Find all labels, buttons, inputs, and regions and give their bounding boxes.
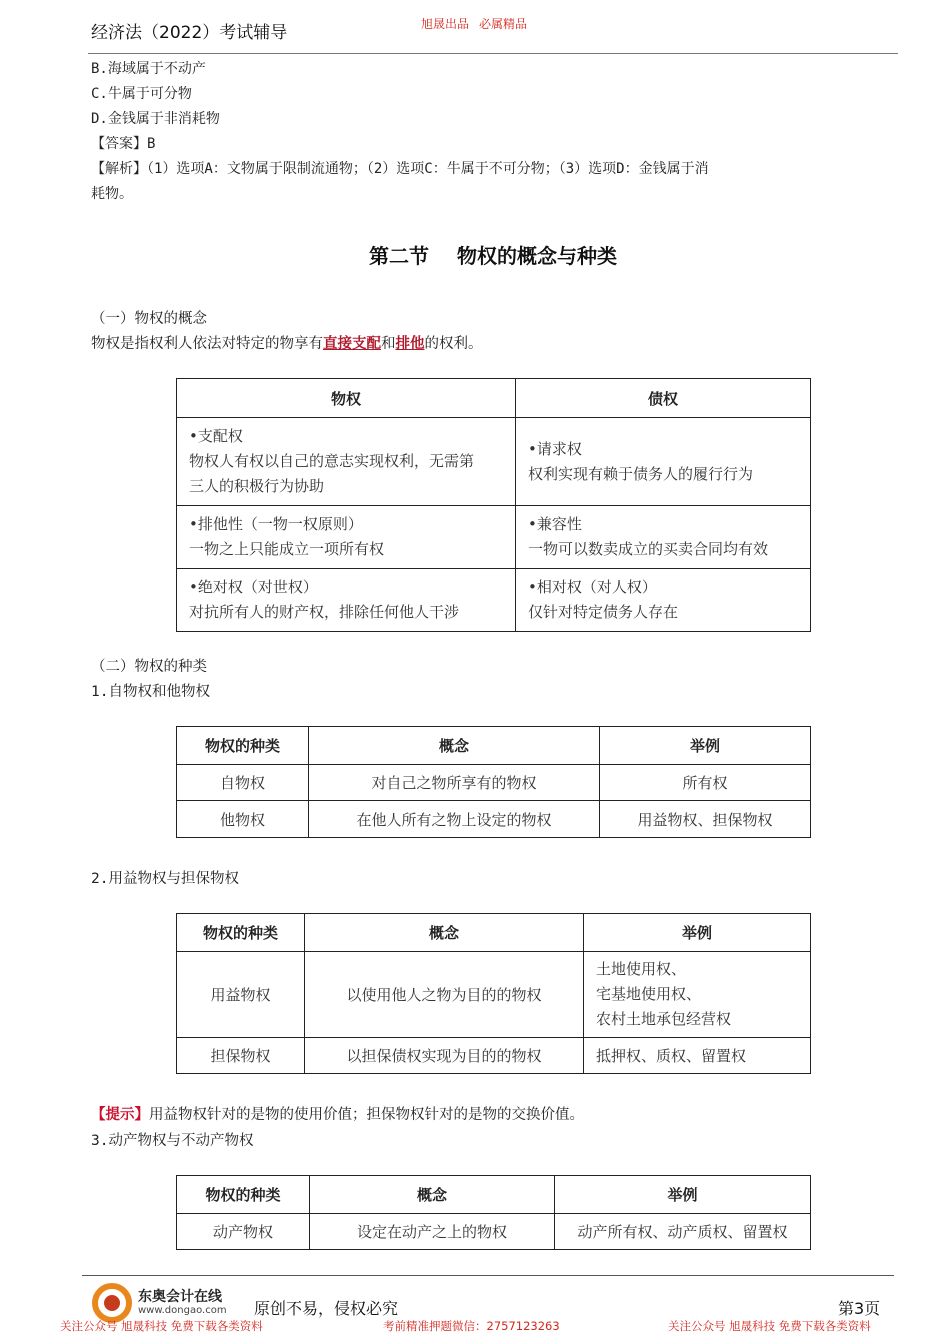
document-header-title: 经济法（2022）考试辅导 [91,23,288,43]
table-row [177,1214,811,1250]
answer-line: 【答案】B [91,136,156,152]
definition-text: 和 [381,336,396,352]
movable-property-table [176,1175,811,1250]
cell-title: •排他性（一物一权原则） [189,515,363,533]
table-row [177,418,811,506]
table-cell: 他物权 [177,801,309,838]
header-property-right: 物权 [177,379,516,418]
table-cell: 以使用他人之物为目的的物权 [305,952,584,1038]
tip-line [91,1103,584,1124]
table-cell: 所有权 [600,765,811,801]
cell-title: •相对权（对人权） [528,578,657,596]
table-header-row [177,727,811,765]
table-row [177,1038,811,1074]
table-row [177,506,811,569]
example-line: 土地使用权、 [596,960,687,978]
table-cell [177,418,516,506]
header-divider [88,53,898,54]
table-cell: 抵押权、质权、留置权 [584,1038,811,1074]
footer-note-right: 关注公众号 旭晟科技 免费下载各类资料 [668,1319,871,1333]
option-b: B.海域属于不动产 [91,61,206,77]
example-line: 宅基地使用权、 [596,985,702,1003]
header-example: 举例 [600,727,811,765]
header-type: 物权的种类 [177,914,305,952]
table-cell [516,506,811,569]
example-line: 农村土地承包经营权 [596,1010,732,1028]
dongao-logo-dot-icon [104,1295,120,1311]
cell-text: 物权人有权以自己的意志实现权利，无需第 [189,452,475,470]
table-cell: 设定在动产之上的物权 [310,1214,555,1250]
table-cell [177,506,516,569]
table-cell: 在他人所有之物上设定的物权 [309,801,600,838]
table-header-row [177,379,811,418]
cell-text: 对抗所有人的财产权，排除任何他人干涉 [189,603,460,621]
highlight-direct-control: 直接支配 [323,336,381,352]
tip-tag: 【提示】 [91,1107,149,1123]
table-cell [516,569,811,632]
subheading-3: 3.动产物权与不动产物权 [91,1133,254,1149]
table-row [177,569,811,632]
property-vs-creditor-table [176,378,811,632]
header-type: 物权的种类 [177,727,309,765]
table-row [177,952,811,1038]
analysis-line-1: 【解析】（1）选项A：文物属于限制流通物；（2）选项C：牛属于不可分物；（3）选项D：金钱属于消 [91,161,709,177]
definition-text: 物权是指权利人依法对特定的物享有 [91,336,323,352]
table-cell: 用益物权、担保物权 [600,801,811,838]
table-cell [584,952,811,1038]
footer-divider [82,1275,894,1276]
brand-slogan-part: 旭晟出品 [421,17,470,31]
copyright-slogan: 原创不易，侵权必究 [254,1299,399,1318]
subheading-2: 2.用益物权与担保物权 [91,871,239,887]
header-concept: 概念 [305,914,584,952]
table-header-row [177,1176,811,1214]
logo-name: 东奥会计在线 [138,1289,222,1305]
table-cell: 对自己之物所享有的物权 [309,765,600,801]
types-heading: （二）物权的种类 [91,659,207,675]
cell-title: •兼容性 [528,515,582,533]
cell-text: 三人的积极行为协助 [189,477,325,495]
page-number: 第3页 [838,1299,881,1318]
cell-title: •支配权 [189,427,243,445]
brand-slogan-part: 必属精品 [479,17,528,31]
header-creditor-right: 债权 [516,379,811,418]
table-row [177,801,811,838]
cell-text: 一物可以数卖成立的买卖合同均有效 [528,540,769,558]
brand-slogan [421,15,527,32]
subheading-1: 1.自物权和他物权 [91,684,210,700]
section-number: 第二节 [369,244,429,268]
definition-text: 的权利。 [424,336,483,352]
concept-definition [91,332,483,353]
table-row [177,765,811,801]
section-title [0,240,950,269]
header-type: 物权的种类 [177,1176,310,1214]
analysis-line-2: 耗物。 [91,186,133,202]
table-cell: 以担保债权实现为目的的物权 [305,1038,584,1074]
table-cell: 担保物权 [177,1038,305,1074]
cell-text: 仅针对特定债务人存在 [528,603,679,621]
option-c: C.牛属于可分物 [91,86,192,102]
header-concept: 概念 [310,1176,555,1214]
table-cell: 动产所有权、动产质权、留置权 [555,1214,811,1250]
cell-title: •请求权 [528,439,582,458]
usufruct-vs-security-table [176,913,811,1074]
footer-note-center: 考前精准押题微信：2757123263 [383,1319,560,1333]
footer-note-left: 关注公众号 旭晟科技 免费下载各类资料 [60,1319,263,1333]
header-example: 举例 [555,1176,811,1214]
table-cell: 自物权 [177,765,309,801]
table-cell [516,418,811,506]
header-example: 举例 [584,914,811,952]
own-vs-others-table [176,726,811,838]
section-name: 物权的概念与种类 [457,244,617,268]
table-header-row [177,914,811,952]
cell-text: 权利实现有赖于债务人的履行行为 [528,464,754,483]
table-cell: 用益物权 [177,952,305,1038]
logo-url: www.dongao.com [138,1305,227,1316]
header-concept: 概念 [309,727,600,765]
table-cell: 动产物权 [177,1214,310,1250]
table-cell [177,569,516,632]
highlight-exclusive: 排他 [395,336,425,352]
cell-text: 一物之上只能成立一项所有权 [189,540,385,558]
tip-text: 用益物权针对的是物的使用价值；担保物权针对的是物的交换价值。 [149,1107,584,1123]
concept-heading: （一）物权的概念 [91,311,207,327]
cell-title: •绝对权（对世权） [189,578,318,596]
option-d: D.金钱属于非消耗物 [91,111,220,127]
